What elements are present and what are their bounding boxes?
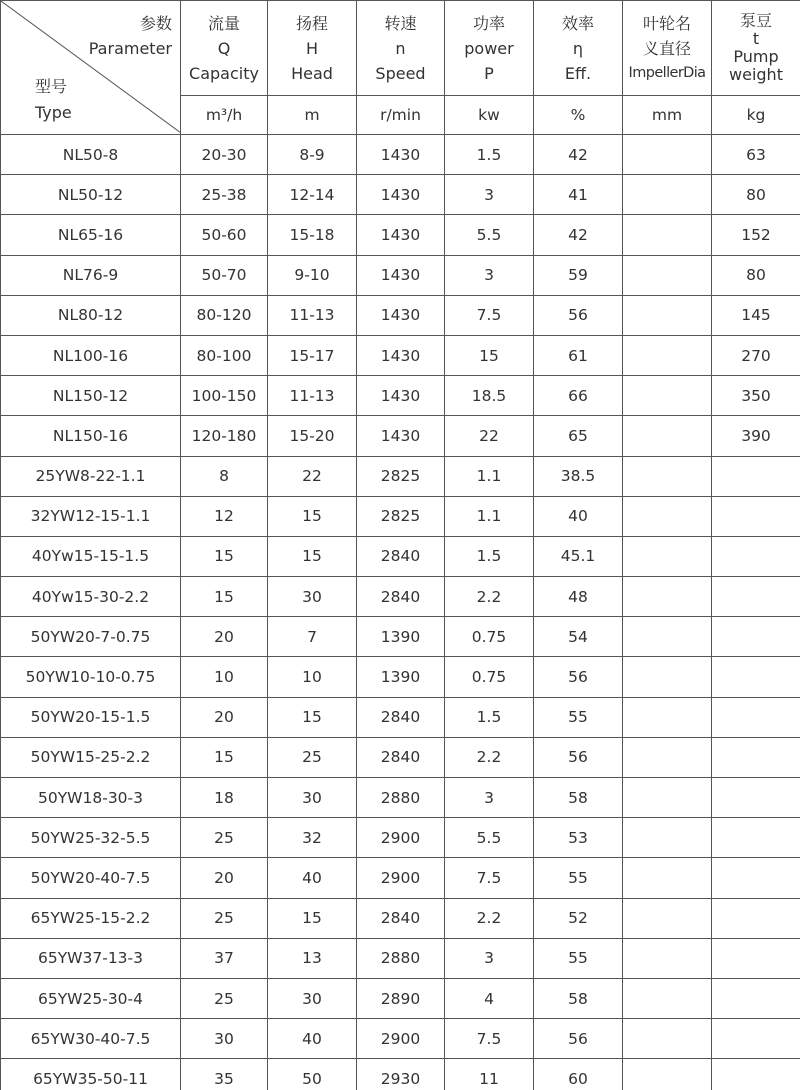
cell-type: NL150-12 — [1, 376, 181, 416]
cell-efficiency: 56 — [534, 657, 623, 697]
cell-pump-weight — [712, 1059, 800, 1090]
cell-impeller-dia — [623, 335, 712, 375]
cell-pump-weight: 152 — [712, 215, 800, 255]
table-row — [1, 1019, 800, 1059]
col-weight-symbol: t — [752, 29, 760, 48]
cell-capacity: 10 — [181, 657, 268, 697]
cell-type: NL150-16 — [1, 416, 181, 456]
table-row — [1, 697, 800, 737]
cell-capacity: 20 — [181, 858, 268, 898]
table-row — [1, 657, 800, 697]
cell-capacity: 35 — [181, 1059, 268, 1090]
cell-type: NL76-9 — [1, 255, 181, 295]
cell-efficiency: 56 — [534, 295, 623, 335]
cell-speed: 2900 — [357, 858, 445, 898]
cell-head: 15 — [268, 536, 357, 576]
cell-type: NL50-12 — [1, 175, 181, 215]
cell-impeller-dia — [623, 818, 712, 858]
cell-speed: 2825 — [357, 496, 445, 536]
cell-impeller-dia — [623, 175, 712, 215]
col-power-symbol: P — [484, 63, 494, 83]
cell-capacity: 80-120 — [181, 295, 268, 335]
col-weight-cn: 泵豆 — [739, 11, 772, 30]
parameter-label — [89, 11, 172, 61]
type-label-en: Type — [35, 103, 72, 122]
cell-pump-weight — [712, 818, 800, 858]
cell-speed: 2930 — [357, 1059, 445, 1090]
cell-type: 50YW20-15-1.5 — [1, 697, 181, 737]
cell-speed: 2900 — [357, 818, 445, 858]
cell-type: 40Yw15-30-2.2 — [1, 577, 181, 617]
cell-head: 13 — [268, 938, 357, 978]
table-row — [1, 175, 800, 215]
cell-efficiency: 55 — [534, 938, 623, 978]
col-capacity-en: Capacity — [189, 63, 259, 83]
cell-impeller-dia — [623, 536, 712, 576]
cell-pump-weight: 270 — [712, 335, 800, 375]
cell-type: 65YW25-30-4 — [1, 978, 181, 1018]
cell-capacity: 50-60 — [181, 215, 268, 255]
cell-power: 0.75 — [445, 657, 534, 697]
cell-type: 50YW15-25-2.2 — [1, 737, 181, 777]
col-speed-symbol: n — [395, 38, 406, 58]
cell-pump-weight — [712, 536, 800, 576]
col-header-speed — [357, 1, 445, 96]
cell-power: 0.75 — [445, 617, 534, 657]
cell-type: NL80-12 — [1, 295, 181, 335]
cell-capacity: 15 — [181, 536, 268, 576]
cell-power: 5.5 — [445, 818, 534, 858]
cell-power: 3 — [445, 175, 534, 215]
col-header-head — [268, 1, 357, 96]
cell-pump-weight — [712, 938, 800, 978]
cell-head: 11-13 — [268, 295, 357, 335]
col-impeller-en: ImpellerDia — [628, 64, 706, 81]
table-row — [1, 978, 800, 1018]
cell-pump-weight: 80 — [712, 255, 800, 295]
cell-pump-weight: 390 — [712, 416, 800, 456]
cell-pump-weight — [712, 456, 800, 496]
col-impeller-cn-2: 义直径 — [642, 38, 691, 58]
col-impeller-cn-1: 叶轮名 — [642, 13, 691, 33]
cell-impeller-dia — [623, 657, 712, 697]
cell-head: 15-17 — [268, 335, 357, 375]
cell-power: 1.5 — [445, 536, 534, 576]
cell-impeller-dia — [623, 978, 712, 1018]
col-efficiency-cn: 效率 — [561, 13, 594, 33]
cell-capacity: 25 — [181, 818, 268, 858]
col-head-symbol: H — [305, 38, 319, 58]
col-efficiency-en: Eff. — [564, 63, 592, 83]
cell-impeller-dia — [623, 496, 712, 536]
cell-efficiency: 55 — [534, 858, 623, 898]
cell-capacity: 20-30 — [181, 135, 268, 175]
cell-head: 30 — [268, 778, 357, 818]
table-row — [1, 617, 800, 657]
cell-head: 9-10 — [268, 255, 357, 295]
cell-head: 15 — [268, 496, 357, 536]
cell-type: 50YW20-7-0.75 — [1, 617, 181, 657]
cell-head: 22 — [268, 456, 357, 496]
cell-type: 40Yw15-15-1.5 — [1, 536, 181, 576]
cell-capacity: 15 — [181, 737, 268, 777]
cell-head: 12-14 — [268, 175, 357, 215]
cell-type: 50YW10-10-0.75 — [1, 657, 181, 697]
cell-impeller-dia — [623, 1019, 712, 1059]
unit-capacity: m³/h — [181, 96, 268, 135]
cell-type: 65YW25-15-2.2 — [1, 898, 181, 938]
cell-efficiency: 38.5 — [534, 456, 623, 496]
cell-impeller-dia — [623, 456, 712, 496]
cell-speed: 1430 — [357, 376, 445, 416]
cell-impeller-dia — [623, 215, 712, 255]
cell-impeller-dia — [623, 416, 712, 456]
cell-power: 1.5 — [445, 135, 534, 175]
cell-pump-weight: 350 — [712, 376, 800, 416]
cell-capacity: 25-38 — [181, 175, 268, 215]
type-label — [35, 74, 72, 126]
cell-type: 65YW37-13-3 — [1, 938, 181, 978]
cell-power: 15 — [445, 335, 534, 375]
cell-speed: 2890 — [357, 978, 445, 1018]
col-weight-en-2: weight — [729, 65, 783, 84]
cell-head: 25 — [268, 737, 357, 777]
cell-type: 50YW18-30-3 — [1, 778, 181, 818]
unit-efficiency: % — [534, 96, 623, 135]
cell-impeller-dia — [623, 778, 712, 818]
table-row — [1, 255, 800, 295]
cell-power: 4 — [445, 978, 534, 1018]
parameter-type-corner-cell — [1, 1, 181, 135]
cell-speed: 2840 — [357, 697, 445, 737]
col-header-efficiency — [534, 1, 623, 96]
cell-type: NL65-16 — [1, 215, 181, 255]
cell-capacity: 18 — [181, 778, 268, 818]
table-row — [1, 295, 800, 335]
cell-capacity: 25 — [181, 898, 268, 938]
cell-capacity: 30 — [181, 1019, 268, 1059]
cell-efficiency: 42 — [534, 215, 623, 255]
table-row — [1, 898, 800, 938]
cell-impeller-dia — [623, 1059, 712, 1090]
cell-pump-weight — [712, 978, 800, 1018]
cell-impeller-dia — [623, 255, 712, 295]
col-power-en: power — [464, 38, 514, 58]
cell-speed: 2825 — [357, 456, 445, 496]
table-row — [1, 335, 800, 375]
cell-efficiency: 52 — [534, 898, 623, 938]
unit-pump-weight: kg — [712, 96, 800, 135]
cell-type: 50YW25-32-5.5 — [1, 818, 181, 858]
cell-speed: 2840 — [357, 898, 445, 938]
cell-efficiency: 58 — [534, 978, 623, 1018]
cell-speed: 2840 — [357, 536, 445, 576]
cell-efficiency: 56 — [534, 737, 623, 777]
cell-speed: 1390 — [357, 617, 445, 657]
col-head-en: Head — [291, 63, 333, 83]
cell-head: 8-9 — [268, 135, 357, 175]
col-weight-en-1: Pump — [733, 47, 779, 66]
cell-head: 40 — [268, 858, 357, 898]
col-header-power — [445, 1, 534, 96]
cell-speed: 2840 — [357, 737, 445, 777]
cell-type: NL50-8 — [1, 135, 181, 175]
cell-power: 5.5 — [445, 215, 534, 255]
cell-pump-weight — [712, 778, 800, 818]
cell-efficiency: 48 — [534, 577, 623, 617]
table-row — [1, 416, 800, 456]
col-head-cn: 扬程 — [295, 13, 328, 33]
cell-head: 32 — [268, 818, 357, 858]
cell-pump-weight — [712, 496, 800, 536]
cell-pump-weight — [712, 697, 800, 737]
table-row — [1, 858, 800, 898]
cell-capacity: 20 — [181, 617, 268, 657]
cell-speed: 1390 — [357, 657, 445, 697]
cell-impeller-dia — [623, 858, 712, 898]
cell-power: 22 — [445, 416, 534, 456]
cell-capacity: 12 — [181, 496, 268, 536]
cell-speed: 1430 — [357, 335, 445, 375]
cell-impeller-dia — [623, 617, 712, 657]
cell-pump-weight — [712, 898, 800, 938]
col-efficiency-symbol: η — [572, 38, 584, 58]
cell-impeller-dia — [623, 376, 712, 416]
cell-capacity: 20 — [181, 697, 268, 737]
cell-power: 7.5 — [445, 858, 534, 898]
table-row — [1, 135, 800, 175]
cell-power: 2.2 — [445, 898, 534, 938]
cell-speed: 1430 — [357, 135, 445, 175]
cell-pump-weight — [712, 737, 800, 777]
cell-impeller-dia — [623, 737, 712, 777]
cell-impeller-dia — [623, 135, 712, 175]
cell-type: 25YW8-22-1.1 — [1, 456, 181, 496]
col-header-pump-weight — [712, 1, 800, 96]
cell-impeller-dia — [623, 898, 712, 938]
cell-capacity: 15 — [181, 577, 268, 617]
cell-speed: 1430 — [357, 295, 445, 335]
table-row — [1, 536, 800, 576]
cell-head: 15 — [268, 697, 357, 737]
cell-capacity: 80-100 — [181, 335, 268, 375]
cell-type: 65YW35-50-11 — [1, 1059, 181, 1090]
cell-pump-weight — [712, 617, 800, 657]
parameter-label-cn: 参数 — [139, 14, 172, 33]
cell-head: 11-13 — [268, 376, 357, 416]
cell-pump-weight — [712, 657, 800, 697]
table-row — [1, 456, 800, 496]
type-label-cn: 型号 — [35, 77, 68, 96]
col-capacity-symbol: Q — [217, 38, 231, 58]
cell-head: 15-20 — [268, 416, 357, 456]
cell-efficiency: 53 — [534, 818, 623, 858]
cell-efficiency: 66 — [534, 376, 623, 416]
unit-head: m — [268, 96, 357, 135]
cell-power: 1.1 — [445, 496, 534, 536]
cell-efficiency: 58 — [534, 778, 623, 818]
cell-impeller-dia — [623, 938, 712, 978]
col-power-cn: 功率 — [472, 13, 505, 33]
cell-capacity: 100-150 — [181, 376, 268, 416]
cell-power: 3 — [445, 938, 534, 978]
unit-power: kw — [445, 96, 534, 135]
table-row — [1, 938, 800, 978]
cell-head: 15 — [268, 898, 357, 938]
cell-speed: 1430 — [357, 255, 445, 295]
cell-pump-weight — [712, 858, 800, 898]
cell-pump-weight: 80 — [712, 175, 800, 215]
unit-impeller-dia: mm — [623, 96, 712, 135]
cell-head: 30 — [268, 577, 357, 617]
cell-type: 50YW20-40-7.5 — [1, 858, 181, 898]
cell-head: 10 — [268, 657, 357, 697]
header-row — [1, 1, 800, 96]
col-capacity-cn: 流量 — [207, 13, 240, 33]
cell-type: 32YW12-15-1.1 — [1, 496, 181, 536]
cell-pump-weight — [712, 1019, 800, 1059]
cell-power: 2.2 — [445, 737, 534, 777]
parameter-label-en: Parameter — [88, 39, 172, 58]
cell-capacity: 8 — [181, 456, 268, 496]
cell-speed: 1430 — [357, 175, 445, 215]
cell-capacity: 50-70 — [181, 255, 268, 295]
cell-efficiency: 55 — [534, 697, 623, 737]
cell-power: 11 — [445, 1059, 534, 1090]
cell-impeller-dia — [623, 295, 712, 335]
table-row — [1, 496, 800, 536]
cell-speed: 2900 — [357, 1019, 445, 1059]
cell-efficiency: 59 — [534, 255, 623, 295]
cell-head: 15-18 — [268, 215, 357, 255]
table-row — [1, 577, 800, 617]
cell-efficiency: 56 — [534, 1019, 623, 1059]
cell-power: 2.2 — [445, 577, 534, 617]
table-row — [1, 376, 800, 416]
cell-head: 7 — [268, 617, 357, 657]
cell-power: 3 — [445, 778, 534, 818]
cell-head: 30 — [268, 978, 357, 1018]
cell-power: 7.5 — [445, 1019, 534, 1059]
cell-type: 65YW30-40-7.5 — [1, 1019, 181, 1059]
cell-speed: 2840 — [357, 577, 445, 617]
cell-speed: 2880 — [357, 938, 445, 978]
cell-pump-weight: 63 — [712, 135, 800, 175]
cell-speed: 1430 — [357, 215, 445, 255]
cell-pump-weight — [712, 577, 800, 617]
cell-efficiency: 45.1 — [534, 536, 623, 576]
cell-head: 40 — [268, 1019, 357, 1059]
cell-capacity: 120-180 — [181, 416, 268, 456]
cell-head: 50 — [268, 1059, 357, 1090]
col-header-capacity — [181, 1, 268, 96]
col-speed-cn: 转速 — [384, 13, 417, 33]
cell-power: 7.5 — [445, 295, 534, 335]
cell-power: 1.1 — [445, 456, 534, 496]
cell-efficiency: 40 — [534, 496, 623, 536]
cell-power: 3 — [445, 255, 534, 295]
cell-impeller-dia — [623, 577, 712, 617]
cell-efficiency: 65 — [534, 416, 623, 456]
table-row — [1, 1059, 800, 1090]
col-header-impeller-dia — [623, 1, 712, 96]
cell-impeller-dia — [623, 697, 712, 737]
cell-efficiency: 41 — [534, 175, 623, 215]
cell-speed: 1430 — [357, 416, 445, 456]
cell-efficiency: 61 — [534, 335, 623, 375]
cell-capacity: 25 — [181, 978, 268, 1018]
table-row — [1, 215, 800, 255]
table-row — [1, 737, 800, 777]
cell-efficiency: 54 — [534, 617, 623, 657]
cell-speed: 2880 — [357, 778, 445, 818]
cell-efficiency: 42 — [534, 135, 623, 175]
cell-type: NL100-16 — [1, 335, 181, 375]
cell-capacity: 37 — [181, 938, 268, 978]
col-speed-en: Speed — [375, 63, 426, 83]
cell-efficiency: 60 — [534, 1059, 623, 1090]
table-row — [1, 818, 800, 858]
cell-power: 18.5 — [445, 376, 534, 416]
unit-speed: r/min — [357, 96, 445, 135]
table-body — [1, 135, 800, 1090]
cell-pump-weight: 145 — [712, 295, 800, 335]
cell-power: 1.5 — [445, 697, 534, 737]
table-row — [1, 778, 800, 818]
